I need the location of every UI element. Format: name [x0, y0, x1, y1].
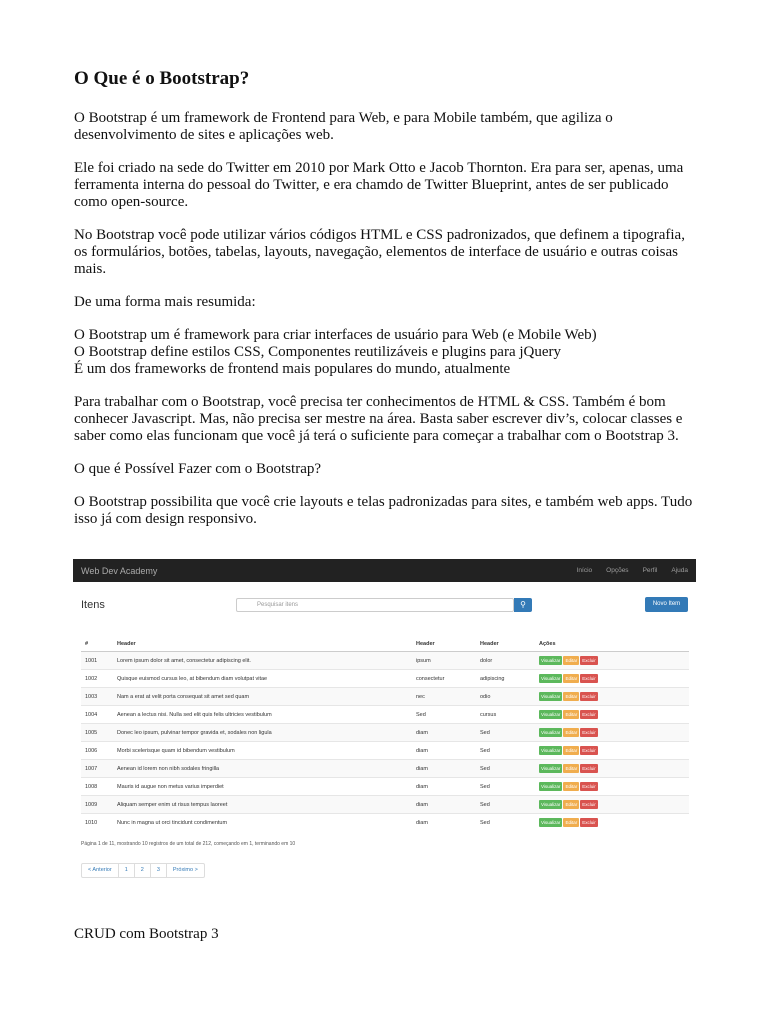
table-row [81, 760, 689, 778]
table-cell: 1001 [81, 652, 113, 670]
table-cell: Sed [476, 796, 535, 814]
search-input[interactable]: Pesquisar itens [236, 598, 514, 612]
table-cell: nec [412, 688, 476, 706]
edit-button[interactable]: Editar [565, 820, 578, 825]
edit-button[interactable]: Editar [565, 784, 578, 789]
paragraph-features: No Bootstrap você pode utilizar vários códigos HTML e CSS padronizados, que definem a tipografia, os formulários, botões, tabelas, layouts, navegação, elementos de interface de usuário e outras coisas mais. [74, 227, 685, 277]
view-button[interactable]: Visualizar [541, 676, 561, 681]
pager-page[interactable]: 1 [119, 864, 135, 877]
delete-button[interactable]: Excluir [582, 748, 596, 753]
items-table [81, 637, 689, 831]
pager-page[interactable]: 3 [151, 864, 167, 877]
table-row [81, 814, 689, 832]
summary-list [74, 327, 699, 378]
row-actions [535, 742, 689, 760]
new-item-button[interactable]: Novo Item [645, 597, 688, 612]
paragraph-summary-lead: De uma forma mais resumida: [74, 294, 256, 310]
edit-button[interactable]: Editar [565, 712, 578, 717]
search-button[interactable] [514, 598, 532, 612]
view-button[interactable]: Visualizar [541, 766, 561, 771]
table-row [81, 670, 689, 688]
table-cell: diam [412, 742, 476, 760]
page-title: O Que é o Bootstrap? [74, 68, 250, 89]
navbar-brand[interactable]: Web Dev Academy [81, 565, 158, 576]
navbar-links [563, 567, 688, 574]
table-cell: 1003 [81, 688, 113, 706]
table-cell: 1004 [81, 706, 113, 724]
table-cell: Sed [476, 742, 535, 760]
crud-screenshot [73, 559, 696, 889]
table-cell: diam [412, 796, 476, 814]
pager-previous[interactable]: < Anterior [82, 864, 119, 877]
column-header: Ações [535, 637, 689, 652]
row-actions [535, 778, 689, 796]
row-actions [535, 688, 689, 706]
table-row [81, 778, 689, 796]
row-actions [535, 706, 689, 724]
paragraph-history: Ele foi criado na sede do Twitter em 2010 por Mark Otto e Jacob Thornton. Era para ser, apenas, uma ferramenta interna do pessoal do Twitter, e era chamdo de Twitter Blueprint, antes de ser publicado como open-source. [74, 160, 684, 210]
table-cell: diam [412, 814, 476, 832]
delete-button[interactable]: Excluir [582, 802, 596, 807]
table-cell: consectetur [412, 670, 476, 688]
table-cell: 1009 [81, 796, 113, 814]
edit-button[interactable]: Editar [565, 694, 578, 699]
nav-link-opcoes[interactable]: Opções [606, 567, 629, 574]
view-button[interactable]: Visualizar [541, 802, 561, 807]
table-cell: Lorem ipsum dolor sit amet, consectetur adipiscing elit. [113, 652, 412, 670]
edit-button[interactable]: Editar [565, 676, 578, 681]
table-cell: odio [476, 688, 535, 706]
table-cell: Sed [412, 706, 476, 724]
table-cell: 1006 [81, 742, 113, 760]
delete-button[interactable]: Excluir [582, 676, 596, 681]
table-cell: diam [412, 724, 476, 742]
view-button[interactable]: Visualizar [541, 820, 561, 825]
table-cell: diam [412, 778, 476, 796]
view-button[interactable]: Visualizar [541, 712, 561, 717]
edit-button[interactable]: Editar [565, 802, 578, 807]
paragraph-question: O que é Possível Fazer com o Bootstrap? [74, 461, 322, 477]
items-heading: Itens [81, 599, 105, 611]
view-button[interactable]: Visualizar [541, 784, 561, 789]
table-cell: Aenean a lectus nisi. Nulla sed elit quis felis ultricies vestibulum [113, 706, 412, 724]
summary-line: É um dos frameworks de frontend mais populares do mundo, atualmente [74, 361, 511, 377]
table-cell: Nam a erat at velit porta consequat sit amet sed quam [113, 688, 412, 706]
table-row [81, 706, 689, 724]
edit-button[interactable]: Editar [565, 730, 578, 735]
table-cell: Sed [476, 778, 535, 796]
delete-button[interactable]: Excluir [582, 694, 596, 699]
column-header: Header [113, 637, 412, 652]
column-header: Header [412, 637, 476, 652]
table-cell: 1005 [81, 724, 113, 742]
nav-link-perfil[interactable]: Perfil [642, 567, 658, 574]
nav-link-inicio[interactable]: Início [576, 567, 593, 574]
delete-button[interactable]: Excluir [582, 820, 596, 825]
pager-page[interactable]: 2 [135, 864, 151, 877]
view-button[interactable]: Visualizar [541, 730, 561, 735]
table-cell: 1010 [81, 814, 113, 832]
table-cell: ipsum [412, 652, 476, 670]
table-cell: dolor [476, 652, 535, 670]
table-cell: Sed [476, 724, 535, 742]
delete-button[interactable]: Excluir [582, 658, 596, 663]
column-header: # [81, 637, 113, 652]
pager-next[interactable]: Próximo > [172, 867, 198, 873]
table-cell: Quisque euismod cursus leo, at bibendum diam volutpat vitae [113, 670, 412, 688]
search-icon: ⚲ [520, 600, 526, 609]
figure-caption: CRUD com Bootstrap 3 [74, 926, 219, 942]
toolbar [81, 597, 688, 615]
view-button[interactable]: Visualizar [541, 658, 561, 663]
delete-button[interactable]: Excluir [582, 730, 596, 735]
table-row [81, 742, 689, 760]
table-cell: Sed [476, 814, 535, 832]
summary-line: O Bootstrap define estilos CSS, Componentes reutilizáveis e plugins para jQuery [74, 344, 562, 360]
navbar [73, 559, 696, 582]
table-row [81, 796, 689, 814]
table-cell: Sed [476, 760, 535, 778]
table-cell: Aenean id lorem non nibh sodales fringilla [113, 760, 412, 778]
pagination-summary: Página 1 de 11, mostrando 10 registros de um total de 212, começando em 1, terminando em 10 [81, 841, 296, 847]
table-cell: Nunc in magna ut orci tincidunt condimentum [113, 814, 412, 832]
delete-button[interactable]: Excluir [582, 766, 596, 771]
edit-button[interactable]: Editar [565, 766, 578, 771]
table-cell: Aliquam semper enim ut risus tempus laoreet [113, 796, 412, 814]
row-actions [535, 670, 689, 688]
view-button[interactable]: Visualizar [541, 694, 561, 699]
row-actions [535, 796, 689, 814]
table-cell: Morbi scelerisque quam id bibendum vestibulum [113, 742, 412, 760]
delete-button[interactable]: Excluir [582, 784, 596, 789]
summary-line: O Bootstrap um é framework para criar interfaces de usuário para Web (e Mobile Web) [74, 327, 597, 343]
row-actions [535, 724, 689, 742]
column-header: Header [476, 637, 535, 652]
edit-button[interactable]: Editar [565, 748, 578, 753]
nav-link-ajuda[interactable]: Ajuda [671, 567, 688, 574]
row-actions [535, 760, 689, 778]
edit-button[interactable]: Editar [565, 658, 578, 663]
table-header-row [81, 637, 689, 652]
table-cell: adipiscing [476, 670, 535, 688]
table-cell: cursus [476, 706, 535, 724]
table-cell: 1002 [81, 670, 113, 688]
table-cell: Donec leo ipsum, pulvinar tempor gravida et, sodales non ligula [113, 724, 412, 742]
table-cell: Mauris id augue non metus varius imperdiet [113, 778, 412, 796]
table-cell: diam [412, 760, 476, 778]
table-cell: 1007 [81, 760, 113, 778]
table-row [81, 688, 689, 706]
paragraph-intro: O Bootstrap é um framework de Frontend para Web, e para Mobile também, que agiliza o desenvolvimento de sites e aplicações web. [74, 110, 613, 143]
document-body [74, 66, 699, 544]
table-cell: 1008 [81, 778, 113, 796]
paragraph-requirements: Para trabalhar com o Bootstrap, você precisa ter conhecimentos de HTML & CSS. Também é bom conhecer Javascript. Mas, não precisa ser mestre na área. Basta saber escrever div’s, colocar classes e saber como elas funcionam que você já terá o suficiente para começar a trabalhar com o Bootstrap 3. [74, 394, 683, 444]
pagination [81, 863, 205, 878]
row-actions [535, 652, 689, 670]
table-row [81, 724, 689, 742]
delete-button[interactable]: Excluir [582, 712, 596, 717]
view-button[interactable]: Visualizar [541, 748, 561, 753]
table-row [81, 652, 689, 670]
row-actions [535, 814, 689, 832]
paragraph-possibilities: O Bootstrap possibilita que você crie layouts e telas padronizadas para sites, e também web apps. Tudo isso já com design responsivo. [74, 494, 693, 527]
